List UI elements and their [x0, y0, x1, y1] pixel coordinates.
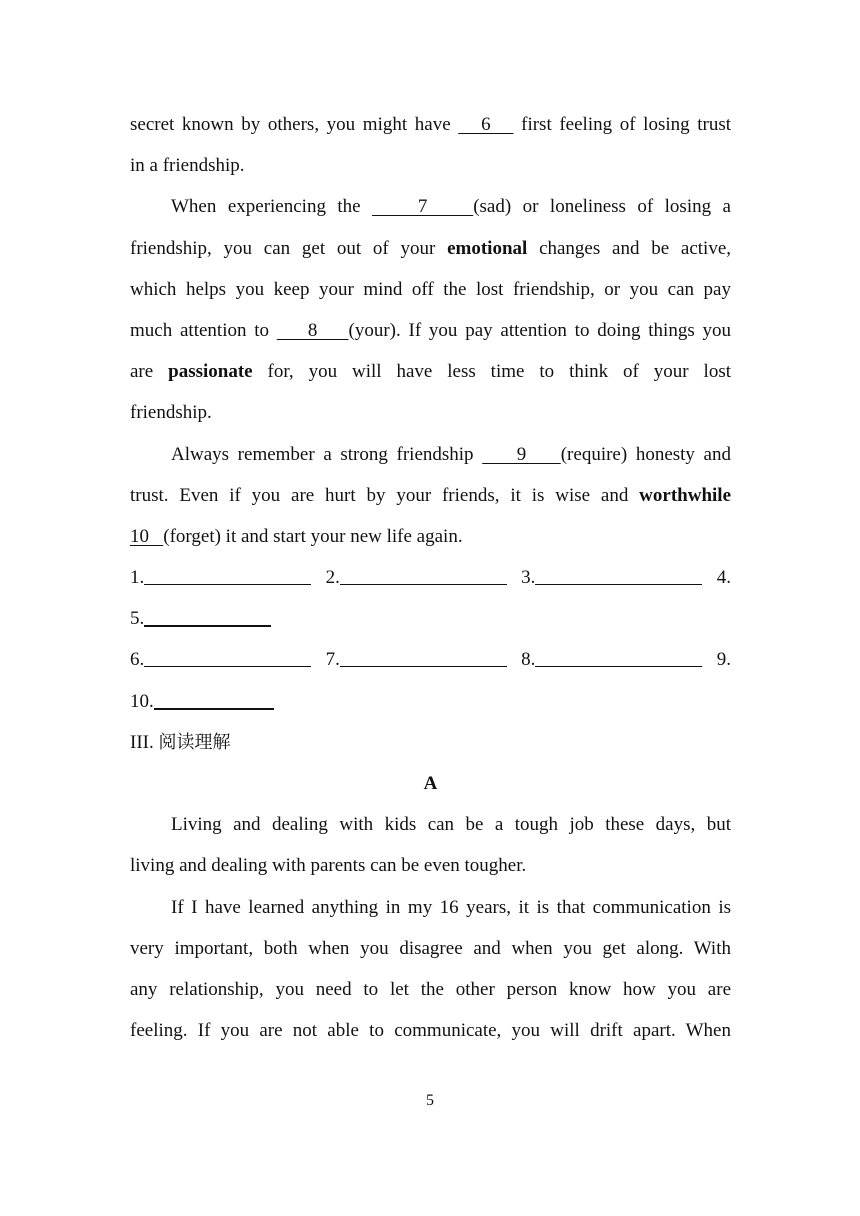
keyword-worthwhile: worthwhile: [639, 484, 731, 506]
text-span: trust. Even if you are hurt by your friends, it is wise and: [130, 484, 640, 506]
text-line: feeling. If you are not able to communicate, you will drift apart. When: [130, 1020, 731, 1042]
text-line: which helps you keep your mind off the lost friendship, or you can pay: [130, 278, 731, 300]
text-line: [130, 434, 731, 475]
blank-10: 10: [130, 525, 164, 547]
text-span: secret known by others, you might have: [130, 114, 459, 135]
text-line: [130, 351, 731, 392]
answer-blank-10[interactable]: [154, 684, 274, 710]
keyword-emotional: emotional: [447, 237, 528, 259]
passage-label: [130, 763, 731, 804]
answer-row: [130, 639, 731, 680]
answer-blank-2[interactable]: [340, 560, 507, 585]
section-number: III.: [130, 731, 159, 753]
text-line: in a friendship.: [130, 155, 245, 177]
passage-letter: A: [423, 773, 438, 794]
text-line: Living and dealing with kids can be a tough job these days, but: [171, 814, 731, 836]
text-span: are: [130, 361, 169, 383]
text-line: [130, 104, 731, 145]
section-title: 阅读理解: [158, 731, 231, 753]
answer-item: [326, 639, 507, 680]
text-line: [130, 516, 731, 557]
text-span: Always remember a strong friendship: [171, 443, 483, 465]
answer-row: [130, 557, 731, 598]
answer-item: [326, 557, 507, 598]
answer-item: [521, 557, 702, 598]
blank-6: 6: [458, 114, 514, 135]
text-line: friendship.: [130, 402, 212, 424]
text-span: changes and be active,: [527, 237, 731, 259]
text-span: friendship, you can get out of your: [130, 237, 448, 259]
page-number: 5: [426, 1092, 434, 1109]
blank-7: 7: [372, 196, 474, 218]
text-span: for, you will have less time to think of your lost: [252, 361, 731, 383]
blank-9: 9: [482, 443, 561, 465]
answer-item: [130, 557, 311, 598]
answer-blank-3[interactable]: [535, 560, 702, 585]
keyword-passionate: passionate: [168, 361, 253, 383]
text-span: much attention to: [130, 319, 277, 341]
answer-blank-6[interactable]: [144, 642, 311, 667]
answer-number: 9.: [716, 649, 731, 671]
text-line: [130, 475, 731, 516]
answer-number: 5.: [130, 608, 145, 630]
answer-number: 3.: [521, 567, 536, 589]
text-line: If I have learned anything in my 16 years, it is that communication is: [171, 896, 731, 918]
text-line: any relationship, you need to let the other person know how you are: [130, 978, 731, 1000]
answer-number: 1.: [130, 567, 145, 589]
text-line: [130, 228, 731, 269]
text-span: (sad) or loneliness of losing a: [473, 196, 731, 218]
text-line: living and dealing with parents can be even tougher.: [130, 855, 527, 877]
answer-blank-7[interactable]: [340, 642, 507, 667]
answer-item: [130, 639, 311, 680]
text-line: [130, 186, 731, 227]
answer-item: [521, 639, 702, 680]
blank-8: 8: [276, 319, 349, 341]
answer-number: 8.: [521, 649, 536, 671]
text-span: (your). If you pay attention to doing things you: [348, 319, 732, 341]
section-heading: [130, 722, 731, 763]
answer-number: 10.: [130, 690, 154, 712]
text-span: (require) honesty and: [560, 443, 731, 465]
answer-row: [130, 598, 731, 639]
answer-number: 4.: [716, 567, 731, 589]
answer-number: 7.: [325, 649, 340, 671]
text-span: When experiencing the: [171, 196, 373, 218]
answer-blank-8[interactable]: [535, 642, 702, 667]
text-span: first feeling of losing trust: [513, 114, 732, 135]
answer-row: [130, 681, 731, 722]
text-line: [130, 310, 731, 351]
answer-blank-5[interactable]: [144, 601, 271, 627]
answer-number: 6.: [130, 649, 145, 671]
text-line: very important, both when you disagree and when you get along. With: [130, 937, 731, 959]
answer-blank-1[interactable]: [144, 560, 311, 585]
text-span: (forget) it and start your new life again.: [163, 525, 463, 547]
answer-number: 2.: [325, 567, 340, 589]
document-body: [130, 104, 731, 1051]
